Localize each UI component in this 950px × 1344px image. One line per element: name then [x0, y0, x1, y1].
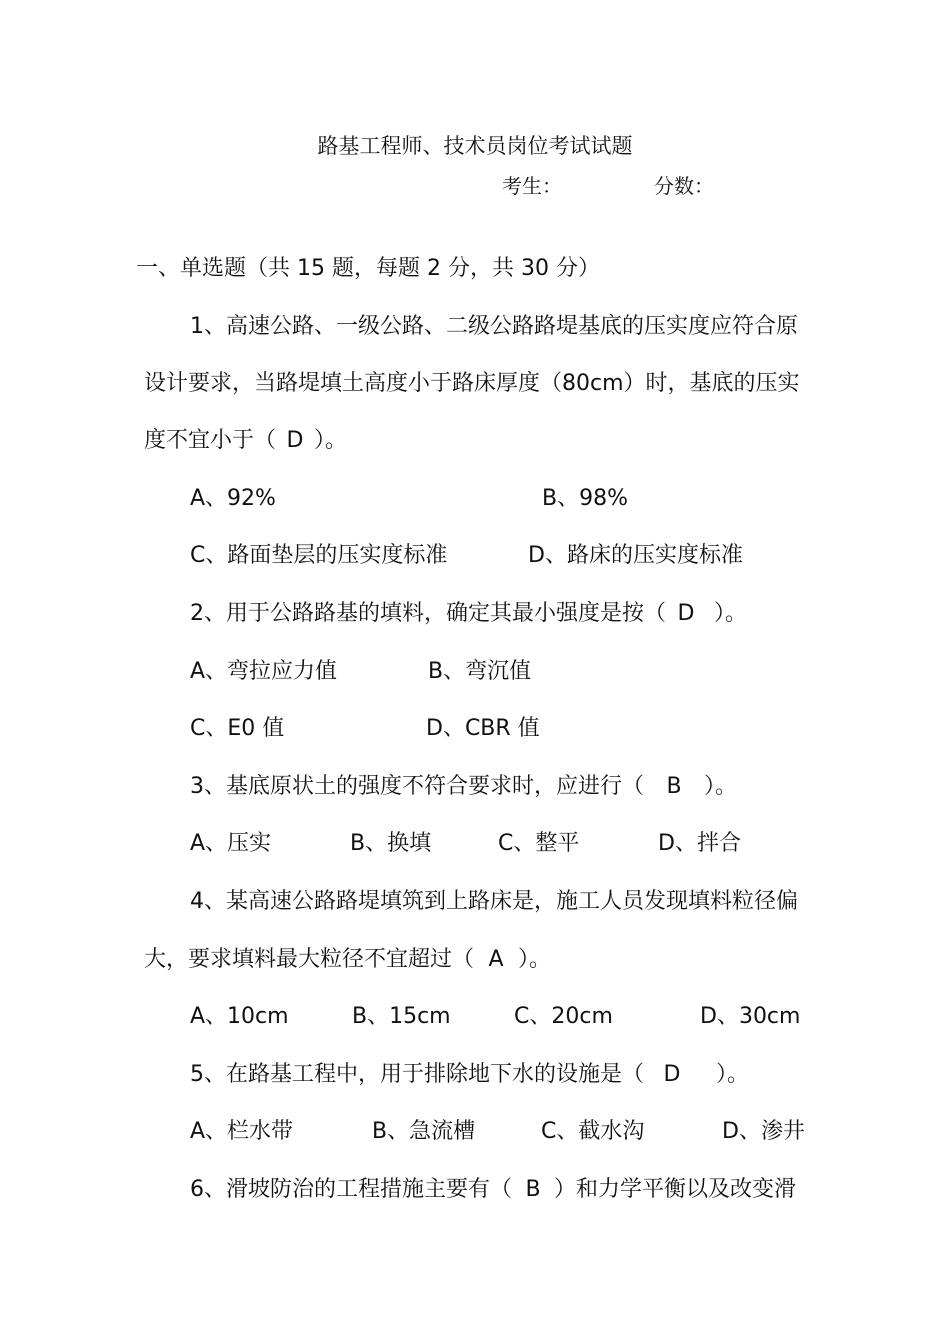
question-4-line-1: 4、某高速公路路堤填筑到上路床是，施工人员发现填料粒径偏: [190, 889, 798, 914]
question-6-stem-end: ）和力学平衡以及改变滑: [554, 1177, 797, 1202]
question-1-line-2: 设计要求，当路堤填土高度小于路床厚度（80cm）时，基底的压实: [144, 371, 800, 396]
question-2-option-b: B、弯沉值: [428, 659, 532, 684]
question-1-line-1: 1、高速公路、一级公路、二级公路路堤基底的压实度应符合原: [190, 314, 798, 339]
question-2-answer: D: [677, 601, 695, 626]
question-5-stem-line: [190, 1060, 749, 1090]
question-4-answer: A: [488, 947, 504, 972]
question-1-stem: 度不宜小于（: [144, 428, 277, 453]
question-1-line-3: [144, 426, 347, 456]
question-1-option-c: C、路面垫层的压实度标准: [190, 543, 448, 568]
question-1-option-a: A、92%: [190, 486, 276, 511]
question-6-stem: 6、滑坡防治的工程措施主要有（: [190, 1177, 512, 1202]
question-2-option-d: D、CBR 值: [426, 716, 540, 741]
question-4-option-a: A、10cm: [190, 1004, 289, 1029]
score-label: 分数：: [654, 174, 714, 198]
question-6-stem-line: [190, 1175, 796, 1205]
question-4-option-b: B、15cm: [352, 1004, 451, 1029]
question-4-option-d: D、30cm: [700, 1004, 801, 1029]
question-4-line-2: [144, 945, 551, 975]
question-2-stem-line: [190, 599, 747, 629]
question-5-stem: 5、在路基工程中，用于排除地下水的设施是（: [190, 1062, 644, 1087]
question-2-option-c: C、E0 值: [190, 716, 285, 741]
question-2-option-a: A、弯拉应力值: [190, 659, 338, 684]
question-3-option-c: C、整平: [498, 831, 580, 856]
question-4-option-c: C、20cm: [514, 1004, 613, 1029]
question-3-option-d: D、拌合: [658, 831, 741, 856]
question-5-option-c: C、截水沟: [541, 1119, 645, 1144]
document-title: 路基工程师、技术员岗位考试试题: [317, 134, 633, 158]
question-1-answer: D: [286, 428, 304, 453]
question-4-stem: 大，要求填料最大粒径不宜超过（: [144, 947, 475, 972]
question-1-stem-end: ）。: [314, 428, 348, 453]
question-2-stem-end: ）。: [714, 601, 748, 626]
question-5-option-b: B、急流槽: [372, 1119, 476, 1144]
question-3-stem-line: [190, 772, 737, 802]
question-5-answer: D: [663, 1062, 681, 1087]
candidate-label: 考生：: [502, 174, 562, 198]
question-3-option-b: B、换填: [350, 831, 432, 856]
section-heading: 一、单选题（共 15 题，每题 2 分，共 30 分）: [136, 256, 600, 281]
question-3-stem: 3、基底原状土的强度不符合要求时，应进行（: [190, 774, 644, 799]
question-1-option-b: B、98%: [542, 486, 628, 511]
question-4-stem-end: ）。: [518, 947, 552, 972]
question-3-option-a: A、压实: [190, 831, 272, 856]
question-5-option-d: D、渗井: [722, 1119, 805, 1144]
question-3-answer: B: [666, 774, 682, 799]
question-5-option-a: A、栏水带: [190, 1119, 294, 1144]
question-2-stem: 2、用于公路路基的填料，确定其最小强度是按（: [190, 601, 666, 626]
question-6-answer: B: [525, 1177, 541, 1202]
question-5-stem-end: ）。: [716, 1062, 750, 1087]
question-3-stem-end: ）。: [704, 774, 738, 799]
question-1-option-d: D、路床的压实度标准: [528, 543, 743, 568]
